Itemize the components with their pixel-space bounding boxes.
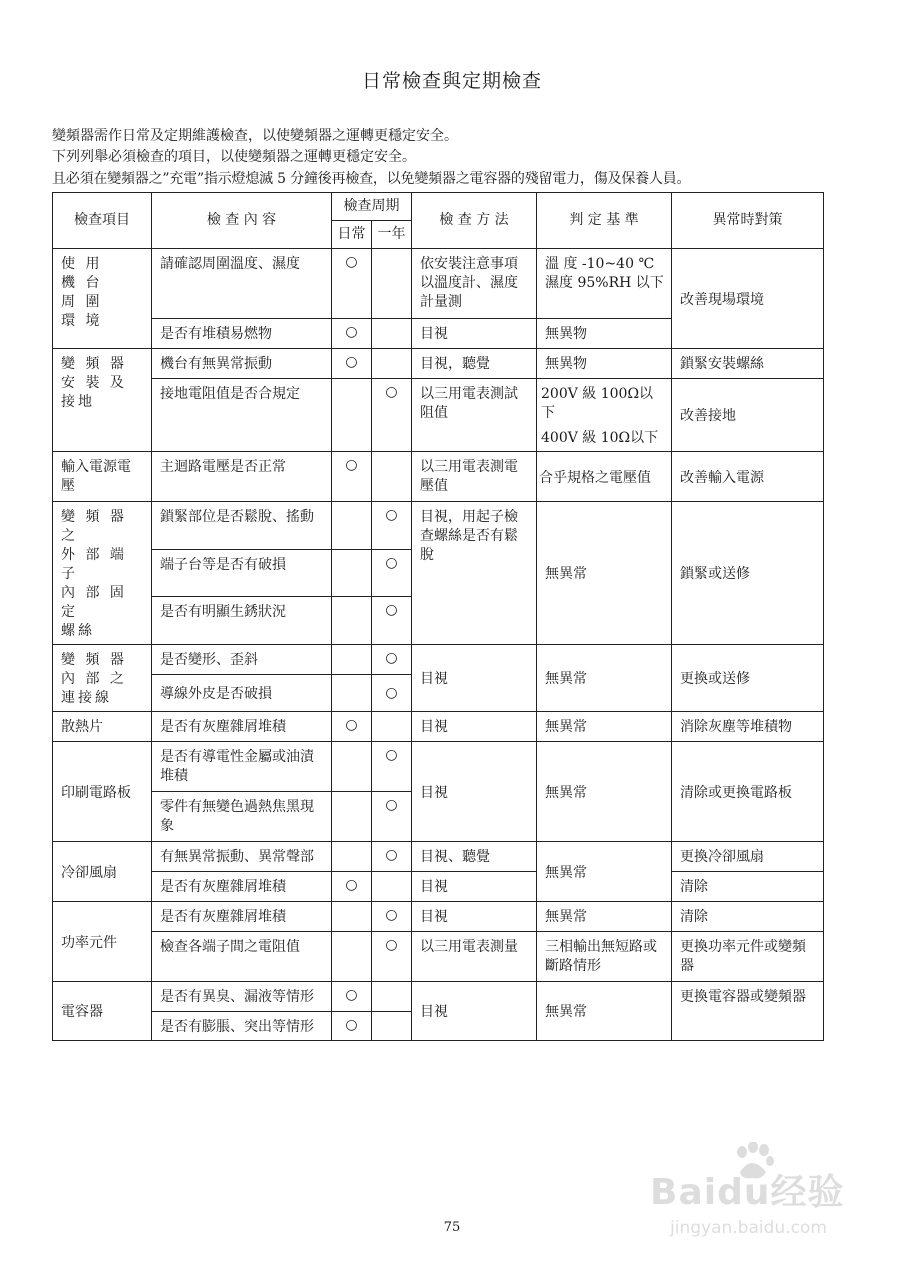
yearly-mark: ○	[372, 502, 412, 550]
criteria-cell: 無異常	[537, 902, 672, 932]
criteria-line: 200V 級 100Ω以下	[541, 386, 654, 421]
yearly-mark: ○	[372, 675, 412, 712]
method-cell: 以三用電表測電壓值	[412, 452, 537, 502]
header-yearly: 一年	[372, 221, 412, 249]
daily-mark: ○	[332, 1012, 372, 1041]
yearly-mark-empty	[372, 982, 412, 1012]
header-daily: 日常	[332, 221, 372, 249]
intro-line-2: 下列列舉必須檢查的項目，以使變頻器之運轉更穩定安全。	[52, 149, 416, 165]
yearly-mark-empty	[372, 452, 412, 502]
yearly-mark-empty	[372, 349, 412, 379]
daily-mark: ○	[332, 712, 372, 742]
category-power: 輸入電源電壓	[53, 452, 152, 502]
method-cell: 目視	[412, 645, 537, 712]
action-cell: 清除	[672, 872, 824, 902]
daily-mark-empty	[332, 502, 372, 550]
daily-mark: ○	[332, 872, 372, 902]
watermark-url: jingyan.baidu.com	[670, 1218, 827, 1238]
content-cell: 是否有導電性金屬或油漬堆積	[152, 742, 332, 792]
content-cell: 是否有明顯生銹狀況	[152, 597, 332, 645]
criteria-cell: 三相輸出無短路或斷路情形	[537, 932, 672, 982]
category-power-module: 功率元件	[53, 902, 152, 982]
category-capacitor: 電容器	[53, 982, 152, 1041]
content-cell: 機台有無異常振動	[152, 349, 332, 379]
daily-mark: ○	[332, 982, 372, 1012]
header-item: 檢查項目	[53, 193, 152, 249]
action-cell: 鎖緊或送修	[672, 502, 824, 645]
action-cell: 改善接地	[672, 379, 824, 452]
daily-mark-empty	[332, 597, 372, 645]
action-cell: 清除	[672, 902, 824, 932]
yearly-mark: ○	[372, 792, 412, 842]
content-cell: 鎖緊部位是否鬆脫、搖動	[152, 502, 332, 550]
daily-mark: ○	[332, 349, 372, 379]
inspection-table	[52, 192, 824, 1041]
yearly-mark: ○	[372, 742, 412, 792]
action-cell: 更換電容器或變頻器	[672, 982, 824, 1041]
yearly-mark: ○	[372, 549, 412, 597]
daily-mark-empty	[332, 842, 372, 872]
page-title: 日常檢查與定期檢查	[361, 70, 542, 92]
header-action: 異常時對策	[672, 193, 824, 249]
yearly-mark: ○	[372, 902, 412, 932]
action-cell: 更換冷卻風扇	[672, 842, 824, 872]
daily-mark-empty	[332, 675, 372, 712]
daily-mark: ○	[332, 452, 372, 502]
daily-mark-empty	[332, 645, 372, 675]
category-heatsink: 散熱片	[53, 712, 152, 742]
content-cell: 零件有無變色過熱焦黑現象	[152, 792, 332, 842]
action-cell: 更換或送修	[672, 645, 824, 712]
method-cell: 目視、聽覺	[412, 842, 537, 872]
content-cell: 是否有灰塵雜屑堆積	[152, 712, 332, 742]
method-cell: 目視	[412, 712, 537, 742]
category-installation: 變 頻 器 安 裝 及 接地	[53, 349, 152, 452]
daily-mark-empty	[332, 792, 372, 842]
criteria-cell: 合乎規格之電壓值	[537, 452, 672, 502]
daily-mark-empty	[332, 932, 372, 982]
method-cell: 目視	[412, 319, 537, 349]
criteria-cell: 無異常	[537, 982, 672, 1041]
yearly-mark-empty	[372, 1012, 412, 1041]
criteria-cell: 無異常	[537, 645, 672, 712]
criteria-cell: 無異常	[537, 712, 672, 742]
action-cell: 清除或更換電路板	[672, 742, 824, 842]
daily-mark: ○	[332, 249, 372, 319]
method-cell: 目視	[412, 982, 537, 1041]
method-cell: 依安裝注意事項以溫度計、濕度計量測	[412, 249, 537, 319]
content-cell: 是否變形、歪斜	[152, 645, 332, 675]
method-cell: 以三用電表測試阻值	[412, 379, 537, 452]
watermark-brand: Baidu经验	[650, 1172, 845, 1213]
criteria-cell: 無異物	[537, 349, 672, 379]
category-wiring: 變 頻 器 內 部 之 連接線	[53, 645, 152, 712]
baidu-watermark	[640, 1142, 870, 1252]
header-content: 檢 查 內 容	[152, 193, 332, 249]
content-cell: 是否有異臭、漏液等情形	[152, 982, 332, 1012]
category-environment: 使 用 機 台 周 圍 環 境	[53, 249, 152, 349]
criteria-cell: 無異常	[537, 742, 672, 842]
content-cell: 主迴路電壓是否正常	[152, 452, 332, 502]
criteria-line: 400V 級 10Ω以下	[541, 430, 659, 446]
criteria-cell	[537, 379, 672, 452]
yearly-mark-empty	[372, 872, 412, 902]
intro-line-3: 且必須在變頻器之”充電”指示燈熄滅 5 分鐘後再檢查，以免變頻器之電容器的殘留電力，傷及保養人員。	[52, 171, 691, 187]
method-cell: 目視，用起子檢查螺絲是否有鬆脫	[412, 502, 537, 645]
content-cell: 是否有膨脹、突出等情形	[152, 1012, 332, 1041]
content-cell: 端子台等是否有破損	[152, 549, 332, 597]
yearly-mark: ○	[372, 379, 412, 452]
header-period: 檢查周期	[332, 193, 412, 221]
yearly-mark-empty	[372, 249, 412, 319]
content-cell: 檢查各端子間之電阻值	[152, 932, 332, 982]
yearly-mark: ○	[372, 932, 412, 982]
daily-mark-empty	[332, 902, 372, 932]
content-cell: 有無異常振動、異常聲部	[152, 842, 332, 872]
yearly-mark: ○	[372, 597, 412, 645]
method-cell: 目視	[412, 872, 537, 902]
criteria-cell: 無異常	[537, 842, 672, 902]
daily-mark-empty	[332, 742, 372, 792]
daily-mark-empty	[332, 549, 372, 597]
action-cell: 消除灰塵等堆積物	[672, 712, 824, 742]
criteria-cell: 溫 度 -10~40 ℃ 濕度 95%RH 以下	[537, 249, 672, 319]
action-cell: 改善輸入電源	[672, 452, 824, 502]
yearly-mark-empty	[372, 319, 412, 349]
category-pcb: 印刷電路板	[53, 742, 152, 842]
criteria-cell: 無異物	[537, 319, 672, 349]
category-fan: 冷卻風扇	[53, 842, 152, 902]
action-cell: 更換功率元件或變頻器	[672, 932, 824, 982]
content-cell: 導線外皮是否破損	[152, 675, 332, 712]
page-number: 75	[443, 1220, 461, 1235]
yearly-mark-empty	[372, 712, 412, 742]
content-cell: 接地電阻值是否合規定	[152, 379, 332, 452]
daily-mark-empty	[332, 379, 372, 452]
header-criteria: 判 定 基 準	[537, 193, 672, 249]
category-terminal: 變 頻 器 之 外 部 端 子 內 部 固 定 螺絲	[53, 502, 152, 645]
action-cell: 改善現場環境	[672, 249, 824, 349]
yearly-mark: ○	[372, 645, 412, 675]
daily-mark: ○	[332, 319, 372, 349]
content-cell: 是否有堆積易燃物	[152, 319, 332, 349]
method-cell: 目視	[412, 742, 537, 842]
criteria-cell: 無異常	[537, 502, 672, 645]
content-cell: 是否有灰塵雜屑堆積	[152, 872, 332, 902]
method-cell: 目視	[412, 902, 537, 932]
content-cell: 是否有灰塵雜屑堆積	[152, 902, 332, 932]
action-cell: 鎖緊安裝螺絲	[672, 349, 824, 379]
header-method: 檢 查 方 法	[412, 193, 537, 249]
method-cell: 目視，聽覺	[412, 349, 537, 379]
intro-line-1: 變頻器需作日常及定期維護檢查，以使變頻器之運轉更穩定安全。	[52, 128, 458, 144]
method-cell: 以三用電表測量	[412, 932, 537, 982]
content-cell: 請確認周圍溫度、濕度	[152, 249, 332, 319]
yearly-mark: ○	[372, 842, 412, 872]
